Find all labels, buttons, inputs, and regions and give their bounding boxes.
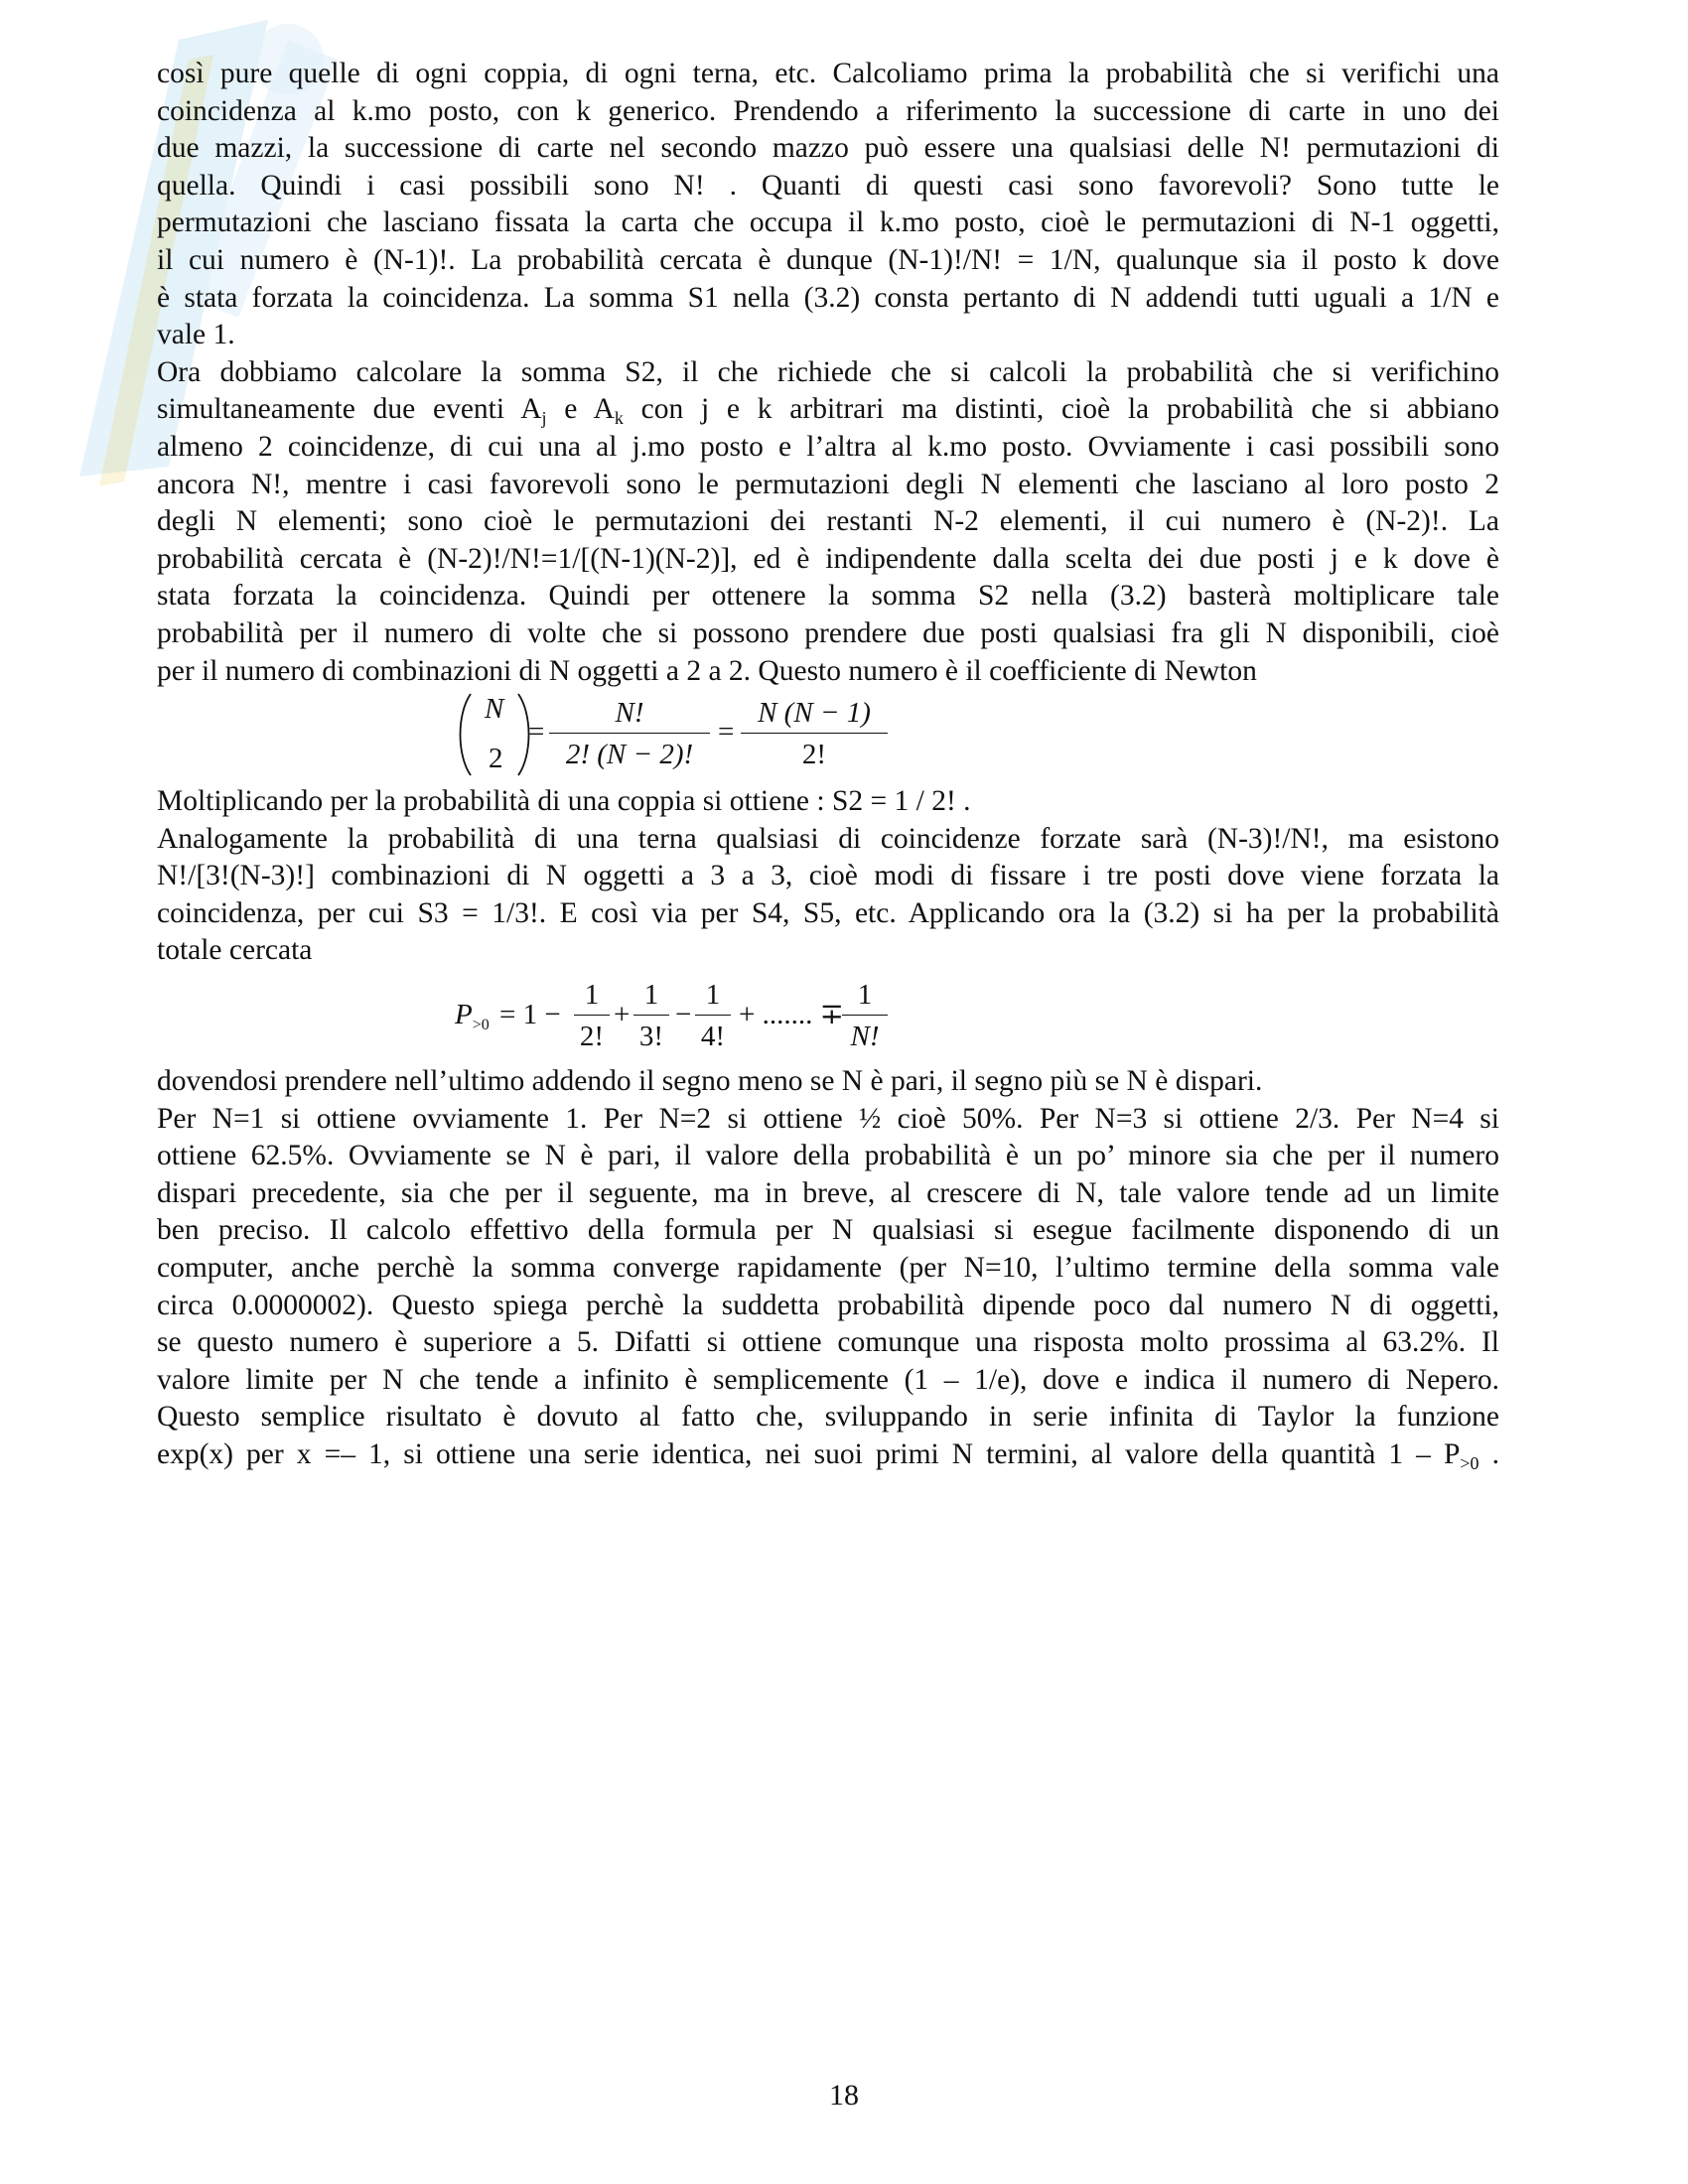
text-line: il cui numero è (N-1)!. La probabilità cercata è dunque (N-1)!/N! = 1/N, qualunque sia il posto k dove (157, 243, 1499, 276)
fraction-term (842, 978, 888, 1053)
text-span: exp(x) per x =– 1, si ottiene una serie identica, nei suoi primi N termini, al valore della quantità 1 – P (157, 1438, 1461, 1470)
text-span: e A (546, 393, 615, 426)
text-span: con j e k arbitrari ma distinti, cioè la probabilità che si abbiano (623, 393, 1499, 426)
text-line: stata forzata la coincidenza. Quindi per ottenere la somma S2 nella (3.2) basterà moltiplicare tale (157, 580, 1499, 613)
text-line: degli N elementi; sono cioè le permutazioni dei restanti N-2 elementi, il cui numero è (N-2)!. La (157, 505, 1499, 538)
text-line: Questo semplice risultato è dovuto al fatto che, sviluppando in serie infinita di Taylor la funzione (157, 1401, 1499, 1433)
fraction-denominator: 2! (579, 1021, 605, 1053)
fraction-term (695, 978, 731, 1053)
document-body (157, 56, 1499, 1474)
text-line: dispari precedente, sia che per il seguente, ma in breve, al crescere di N, tale valore tende ad un limite (157, 1176, 1499, 1209)
text-line: probabilità cercata è (N-2)!/N!=1/[(N-1)(N-2)], ed è indipendente dalla scelta dei due posti j e k dove è (157, 542, 1499, 575)
page-number: 18 (829, 2079, 859, 2112)
formula-lhs-rest: = 1 − (499, 999, 561, 1031)
fraction-bar (842, 1015, 888, 1016)
text-line: due mazzi, la successione di carte nel secondo mazzo può essere una qualsiasi delle N! permutazioni di (157, 132, 1499, 165)
fraction-denominator: N! (850, 1021, 880, 1053)
text-line-with-subscripts (157, 391, 1499, 429)
fraction-bar (741, 733, 888, 734)
text-span: simultaneamente due eventi A (157, 393, 542, 426)
equals-sign: = (528, 716, 545, 749)
fraction-bar (574, 1015, 610, 1016)
text-line: computer, anche perchè la somma converge rapidamente (per N=10, l’ultimo termine della somma vale (157, 1252, 1499, 1285)
text-line: vale 1. (157, 319, 235, 351)
fraction-denominator: 2! (N − 2)! (565, 739, 694, 771)
text-line: quella. Quindi i casi possibili sono N! . Quanti di questi casi sono favorevoli? Sono tutte le (157, 169, 1499, 202)
fraction-term (574, 978, 610, 1053)
text-line: coincidenza al k.mo posto, con k generico. Prendendo a riferimento la successione di carte in uno dei (157, 94, 1499, 127)
text-line: ben preciso. Il calcolo effettivo della formula per N qualsiasi si esegue facilmente disponendo di un (157, 1214, 1499, 1247)
text-span: . (1478, 1438, 1499, 1470)
text-line: così pure quelle di ogni coppia, di ogni terna, etc. Calcoliamo prima la probabilità che si verifichi una (157, 58, 1499, 89)
fraction-product (741, 696, 888, 771)
text-line: circa 0.0000002). Questo spiega perchè la suddetta probabilità dipende poco dal numero N di oggetti, (157, 1289, 1499, 1321)
probability-formula (157, 970, 1499, 1063)
operator: + (614, 999, 631, 1031)
p-symbol: P (455, 999, 473, 1031)
text-line: N!/[3!(N-3)!] combinazioni di N oggetti a 3 a 3, cioè modi di fissare i tre posti dove viene forzata la (157, 860, 1499, 892)
fraction-numerator: 1 (584, 979, 600, 1012)
equals-sign: = (718, 716, 735, 749)
text-line: almeno 2 coincidenze, di cui una al j.mo posto e l’altra al k.mo posto. Ovviamente i casi possibili sono (157, 430, 1499, 463)
subscript-greater-than-zero: >0 (1460, 1453, 1479, 1473)
fraction-bar (633, 1015, 669, 1016)
paragraph-2 (157, 354, 1499, 690)
text-line: ancora N!, mentre i casi favorevoli sono le permutazioni degli N elementi che lasciano al loro posto 2 (157, 468, 1499, 500)
text-line: se questo numero è superiore a 5. Difatti si ottiene comunque una risposta molto prossima al 63.2%. Il (157, 1326, 1499, 1359)
paragraph-4 (157, 1063, 1499, 1474)
paragraph-3 (157, 783, 1499, 970)
text-line: Moltiplicando per la probabilità di una coppia si ottiene : S2 = 1 / 2! . (157, 785, 971, 818)
p-subscript: >0 (472, 1017, 490, 1034)
fraction-term (633, 978, 669, 1053)
fraction-denominator: 3! (638, 1021, 664, 1053)
text-line: è stata forzata la coincidenza. La somma S1 nella (3.2) consta pertanto di N addendi tutti uguali a 1/N e (157, 281, 1499, 314)
formula-p (455, 998, 490, 1042)
text-line: dovendosi prendere nell’ultimo addendo il segno meno se N è pari, il segno più se N è dispari. (157, 1065, 1263, 1098)
fraction-factorial (549, 696, 710, 771)
paragraph-1 (157, 56, 1499, 354)
binomial-formula (157, 690, 1499, 783)
text-line: valore limite per N che tende a infinito è semplicemente (1 – 1/e), dove e indica il numero di Nepero. (157, 1363, 1499, 1396)
operator: + ....... ∓ (739, 999, 844, 1031)
binom-bottom: 2 (489, 743, 503, 775)
fraction-numerator: N! (615, 697, 644, 730)
text-line: Ora dobbiamo calcolare la somma S2, il che richiede che si calcoli la probabilità che si verifichino (157, 355, 1499, 388)
fraction-numerator: N (N − 1) (758, 697, 871, 730)
left-paren (453, 692, 475, 777)
text-line: ottiene 62.5%. Ovviamente se N è pari, il valore della probabilità è un po’ minore sia che per il numero (157, 1140, 1499, 1172)
text-line: Per N=1 si ottiene ovviamente 1. Per N=2 si ottiene ½ cioè 50%. Per N=3 si ottiene 2/3. Per N=4 si (157, 1102, 1499, 1135)
fraction-numerator: 1 (705, 979, 721, 1012)
text-line: permutazioni che lasciano fissata la carta che occupa il k.mo posto, cioè le permutazioni di N-1 oggetti, (157, 206, 1499, 239)
fraction-bar (695, 1015, 731, 1016)
fraction-denominator: 2! (801, 739, 827, 771)
fraction-numerator: 1 (643, 979, 659, 1012)
text-line: totale cercata (157, 934, 313, 967)
text-line-with-subscript (157, 1436, 1499, 1474)
operator: − (675, 999, 692, 1031)
fraction-denominator: 4! (700, 1021, 726, 1053)
text-line: probabilità per il numero di volte che si possono prendere due posti qualsiasi fra gli N disponibili, cioè (157, 616, 1499, 649)
subscript-j: j (541, 408, 547, 429)
text-line: per il numero di combinazioni di N oggetti a 2 a 2. Questo numero è il coefficiente di Newton (157, 654, 1257, 687)
text-line: Analogamente la probabilità di una terna qualsiasi di coincidenze forzate sarà (N-3)!/N!, ma esistono (157, 822, 1499, 855)
fraction-numerator: 1 (857, 979, 873, 1012)
text-line: coincidenza, per cui S3 = 1/3!. E così via per S4, S5, etc. Applicando ora la (3.2) si ha per la probabilità (157, 896, 1499, 929)
subscript-k: k (614, 408, 624, 429)
binom-top: N (485, 693, 504, 726)
fraction-bar (549, 733, 710, 734)
